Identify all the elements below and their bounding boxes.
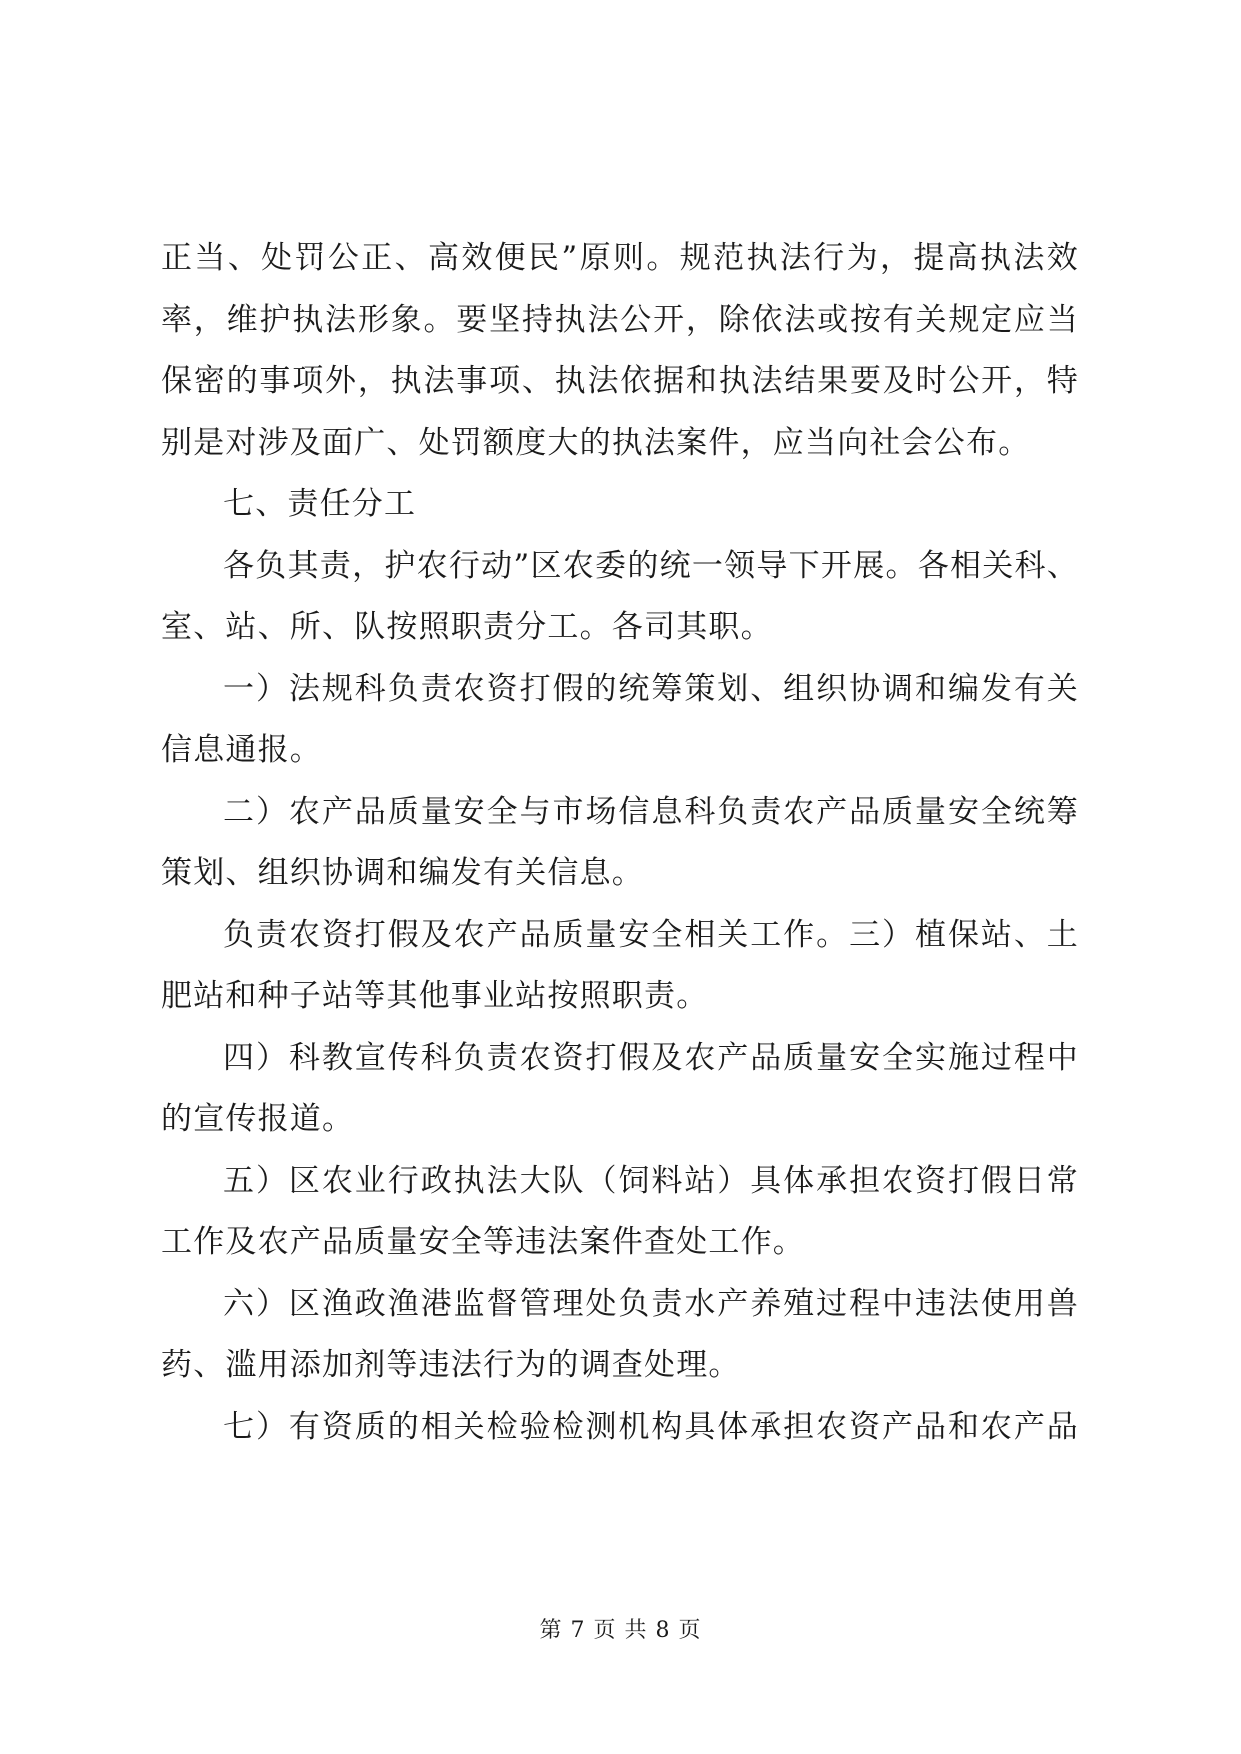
text-line: 一）法规科负责农资打假的统筹策划、组织协调和编发有关 xyxy=(223,670,1079,707)
text-line: 正当、处罚公正、高效便民”原则。规范执法行为，提高执法效 xyxy=(161,240,1079,276)
text-line: 室、站、所、队按照职责分工。各司其职。 xyxy=(161,609,773,645)
text-line: 药、滥用添加剂等违法行为的调查处理。 xyxy=(161,1347,741,1383)
text-line: 策划、组织协调和编发有关信息。 xyxy=(161,855,644,891)
text-line: 的宣传报道。 xyxy=(161,1101,355,1137)
text-line: 工作及农产品质量安全等违法案件查处工作。 xyxy=(161,1224,805,1260)
text-line: 五）区农业行政执法大队（饲料站）具体承担农资打假日常 xyxy=(223,1162,1079,1199)
text-line: 率，维护执法形象。要坚持执法公开，除依法或按有关规定应当 xyxy=(161,301,1079,338)
text-line: 肥站和种子站等其他事业站按照职责。 xyxy=(161,978,709,1014)
text-line: 二）农产品质量安全与市场信息科负责农产品质量安全统筹 xyxy=(223,793,1079,830)
text-line: 信息通报。 xyxy=(161,732,322,768)
text-line: 七、责任分工 xyxy=(223,486,417,522)
document-body xyxy=(161,228,1079,1458)
text-line: 负责农资打假及农产品质量安全相关工作。三）植保站、土 xyxy=(223,916,1079,953)
text-line: 保密的事项外，执法事项、执法依据和执法结果要及时公开，特 xyxy=(161,363,1079,399)
text-line: 七）有资质的相关检验检测机构具体承担农资产品和农产品 xyxy=(223,1408,1079,1445)
text-line: 别是对涉及面广、处罚额度大的执法案件，应当向社会公布。 xyxy=(161,424,1031,461)
page-footer: 第 7 页 共 8 页 xyxy=(539,1618,702,1643)
text-line: 四）科教宣传科负责农资打假及农产品质量安全实施过程中 xyxy=(223,1039,1079,1076)
text-line: 各负其责，护农行动”区农委的统一领导下开展。各相关科、 xyxy=(223,547,1079,584)
text-line: 六）区渔政渔港监督管理处负责水产养殖过程中违法使用兽 xyxy=(223,1285,1079,1322)
